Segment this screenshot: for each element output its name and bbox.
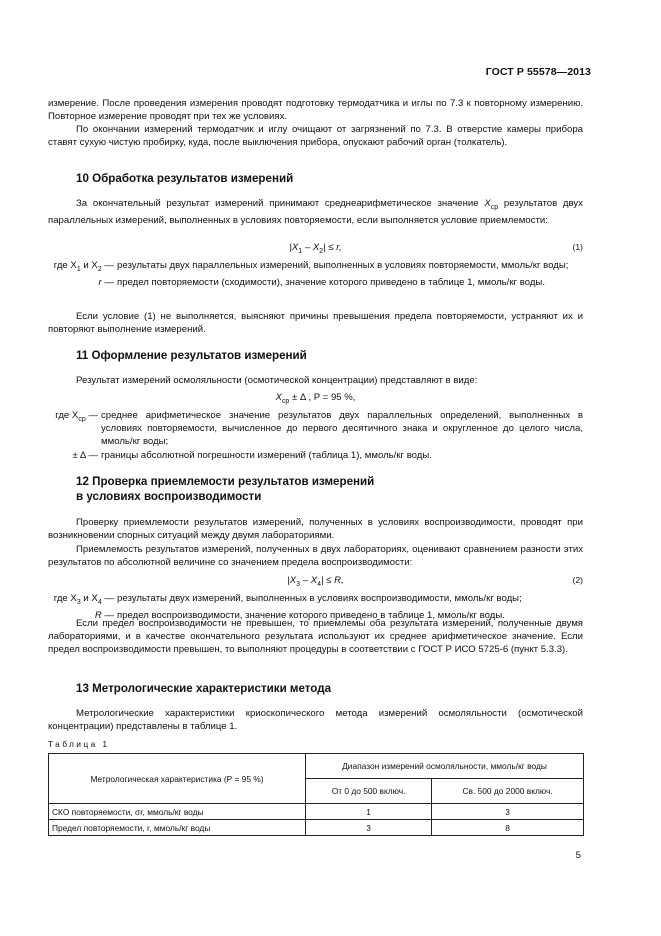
table-caption: Таблица 1 (48, 739, 110, 749)
section-10-definitions (48, 259, 583, 289)
definition-delta: ± Δ — границы абсолютной погрешности измерений (таблица 1), ммоль/кг воды. (72, 449, 432, 461)
table-head-col1: От 0 до 500 включ. (306, 779, 432, 804)
section-10-paragraph-1: За окончательный результат измерений принимают среднеарифметическое значение $X_{ср}$ результатов двух параллельных измерений, выполненных в условиях повторяемости, если выполняется условие приемлемости: (48, 198, 583, 227)
section-11-heading: 11 Оформление результатов измерений (76, 349, 307, 362)
section-13-paragraph-1: Метрологические характеристики криоскопического метода измерений осмоляльности (осмотической концентрации) представлены в таблице 1. (48, 708, 583, 733)
definition-R: R — предел воспроизводимости, значение которого приведено в таблице 1, ммоль/кг воды. (94, 610, 505, 622)
formula-2-number: (2) (572, 575, 583, 585)
document-header: ГОСТ Р 55578—2013 (485, 66, 591, 78)
page-number: 5 (575, 850, 581, 861)
metrology-table (48, 753, 584, 836)
table-head-col2: Св. 500 до 2000 включ. (432, 779, 584, 804)
table-row (49, 804, 584, 820)
definition-xcp: где $X_{ср}$ — среднее арифметическое значение результатов двух параллельных определений, выполненных в условиях повторяемости, вычисленное до первого десятичного знака и округленное до целого числа, ммоль/кг воды; (55, 410, 583, 448)
definition-r: r — предел повторяемости (сходимости), значение которого приведено в таблице 1, ммоль/кг воды. (98, 277, 545, 289)
section-12-paragraph-2: Приемлемость результатов измерений, полученных в двух лабораториях, оценивают сравнением разности этих результатов по абсолютной величине со значением предела воспроизводимости: (48, 544, 583, 569)
intro-paragraph-2: По окончании измерений термодатчик и иглу очищают от загрязнений по 7.3. В отверстие камеры прибора ставят сухую чистую пробирку, куда, после выключения прибора, опускают рабочий орган (толкатель). (48, 124, 583, 149)
section-11-definitions (48, 409, 583, 462)
intro-paragraph-1: измерение. После проведения измерения проводят подготовку термодатчика и иглы по 7.3 к повторному измерению. Повторное измерение проводят при тех же условиях. (48, 98, 583, 123)
table-row (49, 820, 584, 836)
table-cell: 8 (432, 820, 584, 836)
section-12-paragraph-1: Проверку приемлемости результатов измерений, полученных в условиях воспроизводимости, проводят при возникновении спорных ситуаций между двумя лабораториями. (48, 517, 583, 542)
section-10-paragraph-2: Если условие (1) не выполняется, выясняют причины превышения предела повторяемости, устраняют их и повторяют выполнение измерений. (48, 311, 583, 336)
section-10-heading: 10 Обработка результатов измерений (76, 172, 294, 185)
table-cell: 1 (306, 804, 432, 820)
definition-x3-x4: где $X_3$ и $X_4$ — результаты двух измерений, выполненных в условиях воспроизводимости, ммоль/кг воды; (53, 593, 522, 606)
table-cell-label: Предел повторяемости, r, ммоль/кг воды (49, 820, 306, 836)
section-12-heading: 12 Проверка приемлемости результатов измерений в условиях воспроизводимости (76, 475, 375, 503)
formula-1-number: (1) (572, 242, 583, 252)
table-head-range: Диапазон измерений осмоляльности, ммоль/кг воды (306, 754, 584, 779)
section-12-paragraph-3: Если предел воспроизводимости не превышен, то приемлемы оба результата измерений, полученные двумя лабораториями, и в качестве окончательного результата используют их среднее арифметическое значение. Если предел воспроизводимости превышен, то выполняют процедуры в соответствии с ГОСТ Р ИСО 5725-6 (пункт 5.3.3). (48, 618, 583, 656)
table-cell-label: СКО повторяемости, σr, ммоль/кг воды (49, 804, 306, 820)
section-13-heading: 13 Метрологические характеристики метода (76, 682, 332, 695)
section-11-paragraph-1: Результат измерений осмоляльности (осмотической концентрации) представляют в виде: (76, 375, 478, 386)
definition-x1-x2: где $X_1$ и $X_2$ — результаты двух параллельных измерений, выполненных в условиях повторяемости, ммоль/кг воды; (53, 260, 569, 273)
table-cell: 3 (306, 820, 432, 836)
table-cell: 3 (432, 804, 584, 820)
table-head-characteristic: Метрологическая характеристика (P = 95 %) (49, 754, 306, 804)
